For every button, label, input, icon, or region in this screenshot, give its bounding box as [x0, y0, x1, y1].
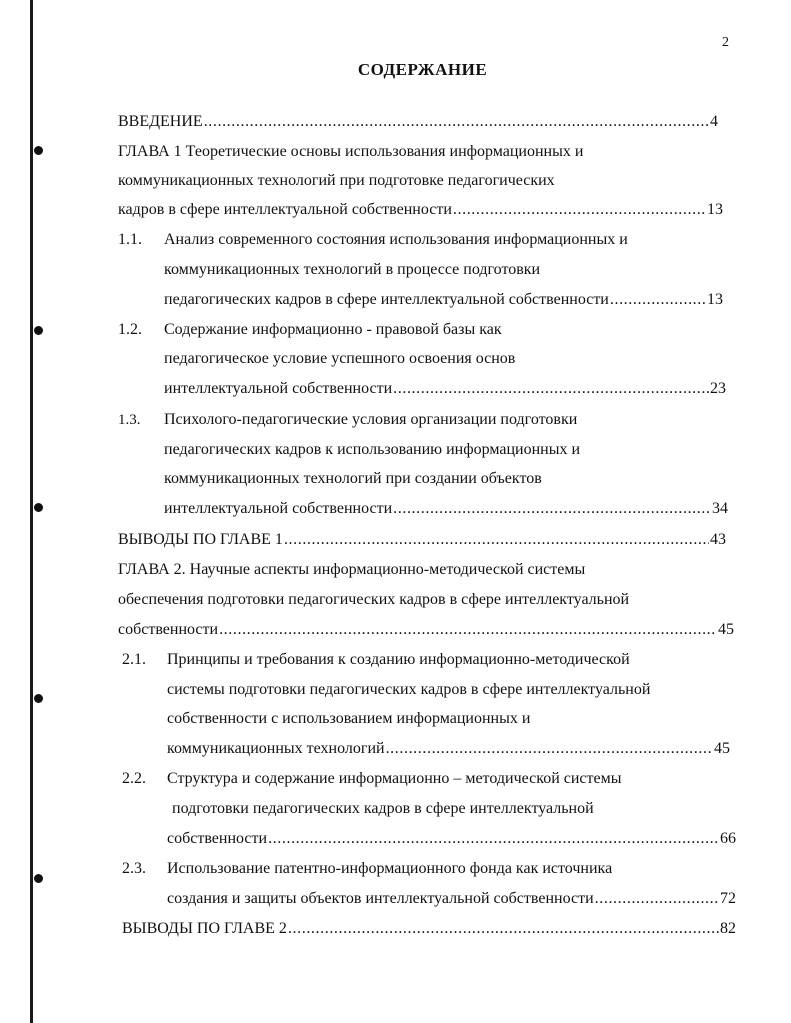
toc-section-line: Анализ современного состояния использования информационных и [164, 231, 628, 248]
dot-leader [268, 829, 719, 849]
toc-chapter-2-line: ГЛАВА 2. Научные аспекты информационно-методической системы [118, 561, 586, 578]
toc-entry-title: коммуникационных технологий [167, 740, 385, 757]
toc-section-number: 1.3. [118, 412, 141, 428]
toc-entry-title: кадров в сфере интеллектуальной собственности [118, 201, 452, 218]
toc-entry-chapter-2[interactable] [118, 620, 734, 640]
toc-entry-conclusions-2[interactable] [122, 919, 736, 939]
toc-page-number: 45 [718, 621, 734, 638]
toc-entry-title: интеллектуальной собственности [164, 380, 393, 397]
toc-page-number: 82 [720, 920, 736, 937]
toc-section-line: Принципы и требования к созданию информационно-методической [167, 651, 630, 668]
toc-section-line: педагогических кадров к использованию информационных и [164, 441, 581, 458]
toc-page-number: 34 [712, 500, 728, 517]
toc-page-number: 23 [710, 380, 726, 397]
dot-leader [204, 112, 709, 132]
dot-leader [610, 290, 706, 310]
toc-entry-section-1-3[interactable] [164, 499, 728, 519]
toc-entry-chapter-1[interactable] [118, 200, 723, 220]
toc-entry-title: собственности [118, 621, 219, 638]
toc-section-line: Использование патентно-информационного фонда как источника [167, 860, 613, 877]
toc-section-line: коммуникационных технологий в процессе подготовки [164, 261, 541, 278]
toc-entry-section-2-1[interactable] [167, 739, 730, 759]
dot-leader [219, 620, 717, 640]
toc-section-line: Структура и содержание информационно – методической системы [167, 770, 622, 787]
binding-hole-mark [34, 326, 43, 335]
toc-chapter-2-line: обеспечения подготовки педагогических кадров в сфере интеллектуальной [118, 591, 630, 608]
dot-leader [393, 499, 711, 519]
toc-chapter-1-line: коммуникационных технологий при подготовке педагогических [118, 172, 555, 189]
dot-leader [288, 919, 719, 939]
dot-leader [284, 530, 709, 550]
toc-section-line: подготовки педагогических кадров в сфере интеллектуальной [172, 800, 594, 817]
binding-hole-mark [34, 694, 43, 703]
toc-entry-title: ВЫВОДЫ ПО ГЛАВЕ 2 [122, 920, 287, 937]
toc-entry-title: педагогических кадров в сфере интеллектуальной собственности [164, 291, 609, 308]
toc-section-line: коммуникационных технологий при создании объектов [164, 470, 542, 487]
toc-entry-title: собственности [167, 830, 268, 847]
toc-page-number: 72 [720, 890, 736, 907]
toc-page-number: 13 [707, 291, 723, 308]
dot-leader [386, 739, 713, 759]
toc-page-number: 13 [707, 201, 723, 218]
toc-section-number: 2.2. [122, 770, 146, 787]
toc-entry-title: ВЫВОДЫ ПО ГЛАВЕ 1 [118, 531, 283, 548]
toc-entry-section-2-2[interactable] [167, 829, 736, 849]
binding-hole-mark [34, 503, 43, 512]
toc-entry-title: ВВЕДЕНИЕ [118, 113, 203, 130]
toc-entry-section-2-3[interactable] [167, 889, 736, 909]
dot-leader [453, 200, 706, 220]
page-title: СОДЕРЖАНИЕ [357, 60, 488, 79]
dot-leader [393, 379, 709, 399]
toc-page-number: 4 [710, 113, 718, 130]
toc-entry-title: создания и защиты объектов интеллектуальной собственности [167, 890, 594, 907]
toc-section-line: Содержание информационно - правовой базы как [164, 321, 502, 338]
toc-entry-section-1-2[interactable] [164, 379, 726, 399]
toc-section-line: педагогическое условие успешного освоения основ [164, 350, 516, 367]
toc-section-line: собственности с использованием информационных и [167, 710, 531, 727]
toc-page-number: 45 [714, 740, 730, 757]
toc-entry-section-1-1[interactable] [164, 290, 723, 310]
toc-entry-conclusions-1[interactable] [118, 530, 726, 550]
toc-chapter-1-line: ГЛАВА 1 Теоретические основы использования информационных и [118, 143, 584, 160]
toc-entry-introduction[interactable] [118, 112, 718, 132]
toc-section-line: системы подготовки педагогических кадров в сфере интеллектуальной [167, 681, 651, 698]
toc-page-number: 43 [710, 531, 726, 548]
toc-section-number: 2.1. [122, 651, 146, 668]
binding-hole-mark [34, 146, 43, 155]
binding-hole-mark [34, 874, 43, 883]
toc-entry-title: интеллектуальной собственности [164, 500, 393, 517]
toc-section-line: Психолого-педагогические условия организации подготовки [164, 411, 578, 428]
dot-leader [595, 889, 719, 909]
page-margin-line [30, 0, 33, 1023]
toc-page-number: 66 [720, 830, 736, 847]
toc-section-number: 2.3. [122, 860, 146, 877]
toc-section-number: 1.1. [118, 231, 142, 248]
page-number: 2 [722, 35, 729, 50]
toc-section-number: 1.2. [118, 321, 142, 338]
